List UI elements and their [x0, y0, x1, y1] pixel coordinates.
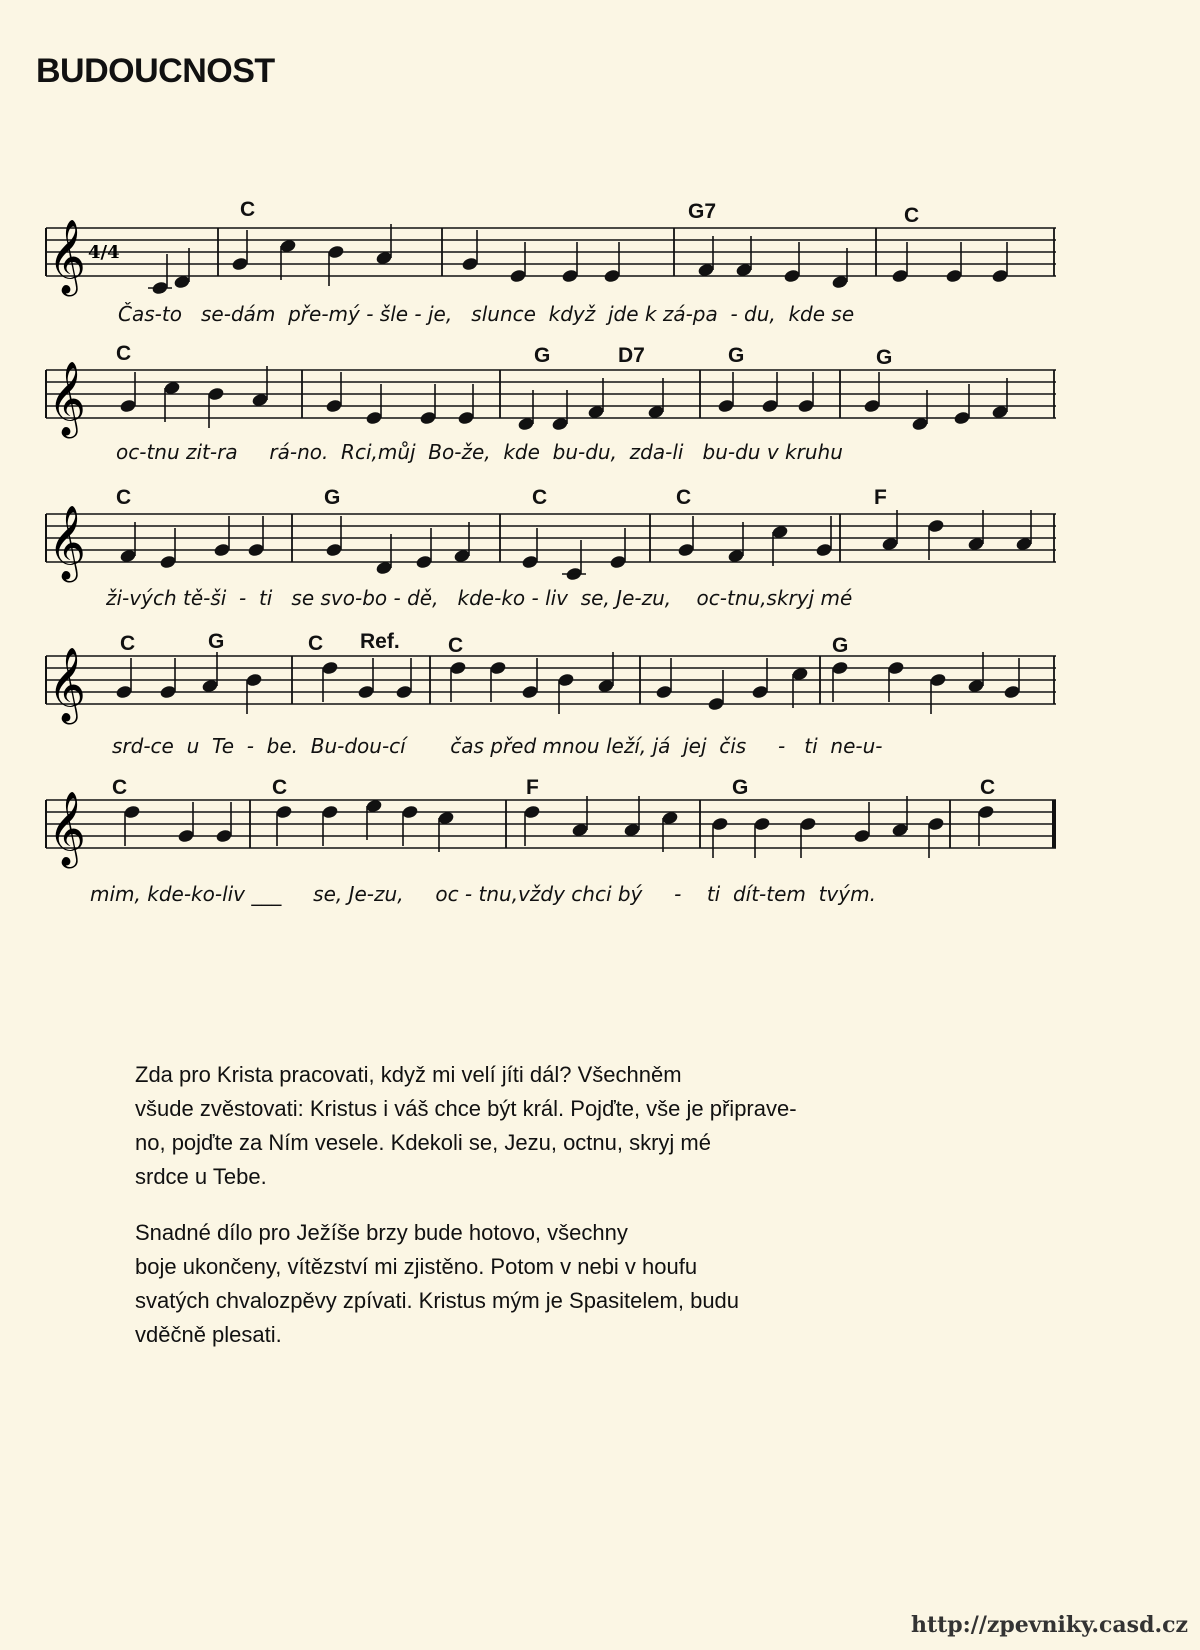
music-staff [40, 770, 1116, 880]
lyrics-line: oc-tnu zit-ra rá-no. Rci,můj Bo-že, kde bu-du, zda-li bu-du v kruhu [116, 440, 843, 464]
verse-line: všude zvěstovati: Kristus i váš chce být král. Pojďte, vše je připrave- [135, 1096, 797, 1121]
music-system-5 [40, 770, 1116, 920]
verse-2 [135, 1216, 1095, 1352]
lyrics-line: Čas-to se-dám pře-mý - šle - je, slunce když jde k zá-pa - du, kde se [118, 302, 855, 326]
chord-label: G [876, 346, 893, 369]
lyrics-line: ži-vých tě-ši - ti se svo-bo - dě, kde-ko - liv se, Je-zu, oc-tnu,skryj mé [106, 586, 853, 610]
chord-label: G [208, 630, 225, 653]
chord-label: G [732, 776, 749, 799]
music-system-3 [40, 484, 1116, 634]
music-staff [40, 198, 1116, 308]
treble-clef-icon: 𝄞 [48, 648, 86, 722]
chord-label: C [308, 632, 324, 655]
music-staff [40, 484, 1116, 594]
lyrics-line: srd-ce u Te - be. Bu-dou-cí čas před mnou leží, já jej čis - ti ne-u- [112, 734, 883, 758]
music-staff [40, 340, 1116, 450]
chord-label: C [448, 634, 464, 657]
chord-label: C [532, 486, 548, 509]
music-system-4 [40, 626, 1116, 776]
verse-1 [135, 1058, 1095, 1194]
music-staff [40, 626, 1116, 736]
chord-label: F [526, 776, 539, 799]
ref-marker: Ref. [360, 630, 400, 653]
chord-label: G [832, 634, 849, 657]
song-title: BUDOUCNOST [36, 52, 275, 90]
music-system-2 [40, 340, 1116, 490]
verse-line: srdce u Tebe. [135, 1164, 267, 1189]
verse-line: svatých chvalozpěvy zpívati. Kristus mým je Spasitelem, budu [135, 1288, 740, 1313]
verse-line: vděčně plesati. [135, 1322, 282, 1347]
verse-line: boje ukončeny, vítězství mi zjistěno. Potom v nebi v houfu [135, 1254, 698, 1279]
chord-label: C [240, 198, 256, 221]
time-signature: 4/4 [88, 242, 120, 263]
footer-url[interactable]: http://zpevniky.casd.cz [910, 1612, 1188, 1638]
verse-line: no, pojďte za Ním vesele. Kdekoli se, Jezu, octnu, skryj mé [135, 1130, 711, 1155]
verse-line: Snadné dílo pro Ježíše brzy bude hotovo, všechny [135, 1220, 628, 1245]
chord-label: G [324, 486, 341, 509]
verses-block [135, 1058, 1095, 1374]
lyrics-line: mim, kde-ko-liv ___ se, Je-zu, oc - tnu,vždy chci bý - ti dít-tem tvým. [90, 882, 876, 906]
chord-label: C [904, 204, 920, 227]
chord-label: C [116, 486, 132, 509]
chord-label: F [874, 486, 887, 509]
chord-label: C [272, 776, 288, 799]
treble-clef-icon: 𝄞 [48, 362, 86, 436]
chord-label: G7 [688, 200, 717, 223]
chord-label: C [980, 776, 996, 799]
chord-label: D7 [618, 344, 645, 367]
treble-clef-icon: 𝄞 [48, 792, 86, 866]
chord-label: C [676, 486, 692, 509]
music-system-1 [40, 198, 1116, 348]
chord-label: C [120, 632, 136, 655]
treble-clef-icon: 𝄞 [48, 220, 86, 294]
chord-label: C [116, 342, 132, 365]
treble-clef-icon: 𝄞 [48, 506, 86, 580]
chord-label: G [728, 344, 745, 367]
verse-line: Zda pro Krista pracovati, když mi velí jíti dál? Všechněm [135, 1062, 682, 1087]
chord-label: C [112, 776, 128, 799]
chord-label: G [534, 344, 551, 367]
